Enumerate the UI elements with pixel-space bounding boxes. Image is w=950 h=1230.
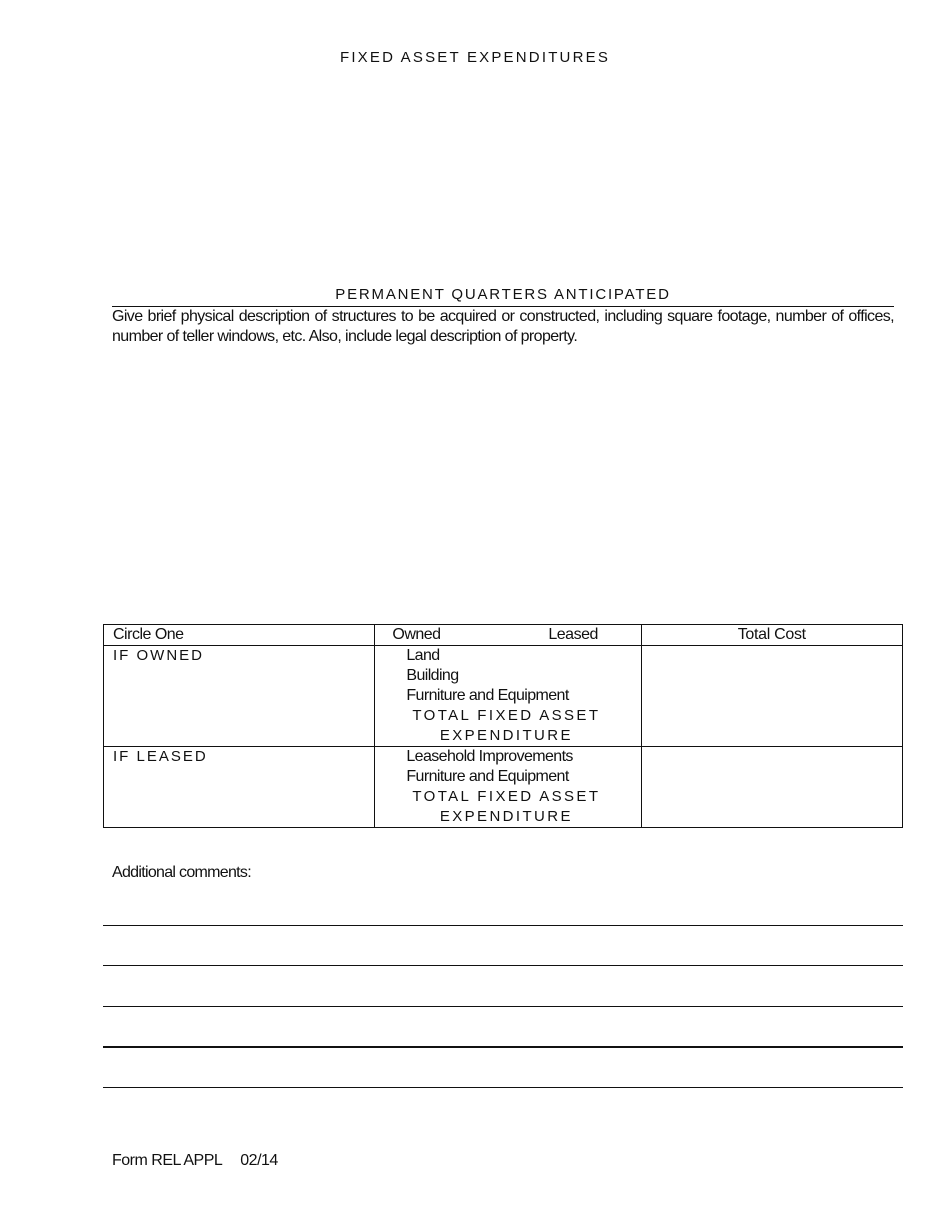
additional-comments-label: Additional comments: <box>112 864 251 881</box>
item-land: Land <box>406 647 440 664</box>
form-date: 02/14 <box>240 1152 278 1169</box>
header-owned-leased <box>375 625 641 646</box>
leased-total-label-line2: EXPENDITURE <box>439 808 573 825</box>
table-header-row <box>104 625 903 646</box>
item-furniture-equipment: Furniture and Equipment <box>406 687 569 704</box>
form-footer <box>112 1152 278 1170</box>
owned-total-label-line2: EXPENDITURE <box>439 727 573 744</box>
fixed-asset-table <box>103 624 903 828</box>
item-leasehold-improvements: Leasehold Improvements <box>406 748 573 765</box>
comment-line-2[interactable] <box>103 965 903 966</box>
table-row-if-leased <box>104 747 903 828</box>
header-total-cost: Total Cost <box>641 625 902 646</box>
comment-line-1[interactable] <box>103 925 903 926</box>
comment-line-4[interactable] <box>103 1046 903 1048</box>
form-name: Form REL APPL <box>112 1152 223 1169</box>
row-label-if-leased: IF LEASED <box>104 747 375 828</box>
owned-total-label-line1: TOTAL FIXED ASSET <box>412 707 601 724</box>
leased-total-cost-cell[interactable] <box>641 747 902 828</box>
item-building: Building <box>406 667 459 684</box>
owned-items <box>375 646 641 747</box>
header-circle-one: Circle One <box>104 625 375 646</box>
owned-total-cost-cell[interactable] <box>641 646 902 747</box>
comment-line-3[interactable] <box>103 1006 903 1007</box>
table-row-if-owned <box>104 646 903 747</box>
permanent-quarters-instructions: Give brief physical description of structures to be acquired or constructed, including square footage, number of offices, number of teller windows, etc. Also, include legal description of property. <box>112 308 894 345</box>
row-label-if-owned: IF OWNED <box>104 646 375 747</box>
permanent-quarters-description-area[interactable] <box>112 350 894 610</box>
item-furniture-equipment: Furniture and Equipment <box>406 768 569 785</box>
page-title: FIXED ASSET EXPENDITURES <box>339 49 611 66</box>
header-owned-option[interactable]: Owned <box>392 626 441 643</box>
leased-total-label-line1: TOTAL FIXED ASSET <box>412 788 601 805</box>
section-title-permanent-quarters: PERMANENT QUARTERS ANTICIPATED <box>335 286 671 303</box>
header-leased-option[interactable]: Leased <box>548 626 598 643</box>
leased-items <box>375 747 641 828</box>
comment-line-5[interactable] <box>103 1087 903 1088</box>
